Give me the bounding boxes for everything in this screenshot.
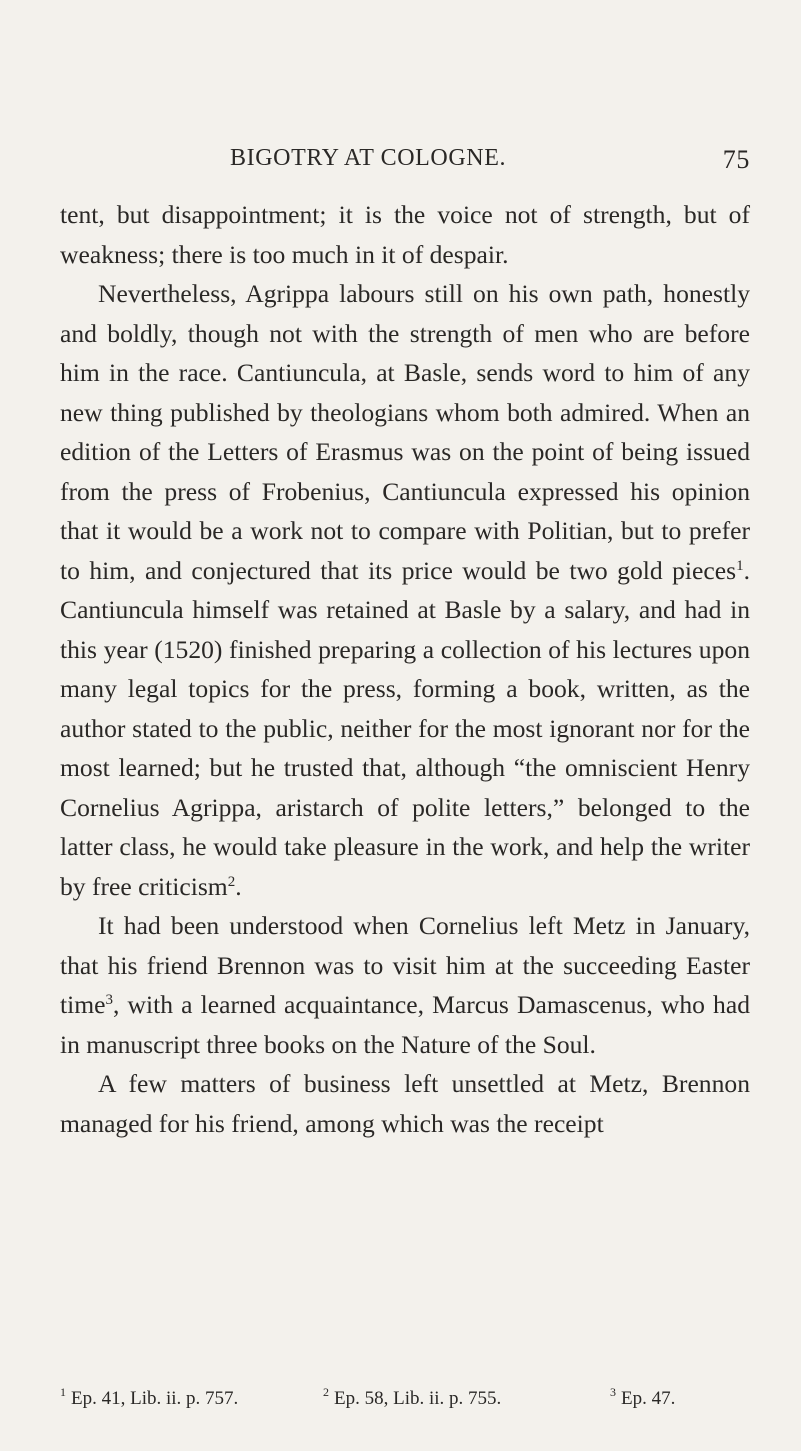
- running-head-title: BIGOTRY AT COLOGNE.: [230, 145, 507, 171]
- footnote-3: [610, 1385, 676, 1410]
- footnote-text: Ep. 41, Lib. ii. p. 757.: [71, 1388, 239, 1409]
- paragraph-text: , with a learned acquaintance, Marcus Damascenus, who had in manuscript three books on the Nature of the Soul.: [60, 990, 750, 1059]
- body-text: [60, 195, 750, 1143]
- paragraph: [60, 906, 750, 1064]
- footnote-reference: 2: [227, 873, 236, 890]
- paragraph-text: It had been understood when Cornelius left Metz in January, that his friend Brennon was to visit him at the succeeding Easter time: [60, 911, 750, 1019]
- paragraph-text: .: [235, 871, 242, 901]
- footnote-reference: 3: [105, 992, 113, 1008]
- footnote-2: [323, 1385, 502, 1410]
- footnote-text: Ep. 47.: [621, 1388, 676, 1409]
- footnote-1: [60, 1385, 239, 1410]
- footnote-mark: 3: [610, 1385, 616, 1399]
- footnote-text: Ep. 58, Lib. ii. p. 755.: [334, 1388, 502, 1409]
- footnote-mark: 1: [60, 1385, 66, 1399]
- paragraph-text: A few matters of business left unsettled at Metz, Brennon managed for his friend, among which was the receipt: [60, 1069, 750, 1138]
- paragraph-text: Nevertheless, Agrippa labours still on his own path, honestly and boldly, though not with the strength of men who are before him in the race. Cantiuncula, at Basle, sends word to him of any new thing published by theologians whom both admired. When an edition of the Letters of Erasmus was on the point of being issued from the press of Frobenius, Cantiuncula expressed his opinion that it would be a work not to compare with Politian, but to prefer to him, and conjectured that its price would be two gold pieces: [60, 279, 750, 585]
- footnote-mark: 2: [323, 1385, 329, 1399]
- paragraph-text: tent, but disappointment; it is the voice not of strength, but of weakness; there is too much in it of despair.: [60, 200, 750, 269]
- page-number: 75: [722, 145, 750, 174]
- paragraph: [60, 195, 750, 274]
- paragraph: [60, 274, 750, 906]
- footnote-reference: 1: [736, 557, 744, 574]
- paragraph-text: . Cantiuncula himself was retained at Basle by a salary, and had in this year (1520) finished preparing a collection of his lectures upon many legal topics for the press, forming a book, written, as the author stated to the public, neither for the most ignorant nor for the most learned; but he trusted that, although “the omniscient Henry Cornelius Agrippa, aristarch of polite letters,” belonged to the latter class, he would take pleasure in the work, and help the writer by free criticism: [60, 555, 750, 901]
- paragraph: [60, 1064, 750, 1143]
